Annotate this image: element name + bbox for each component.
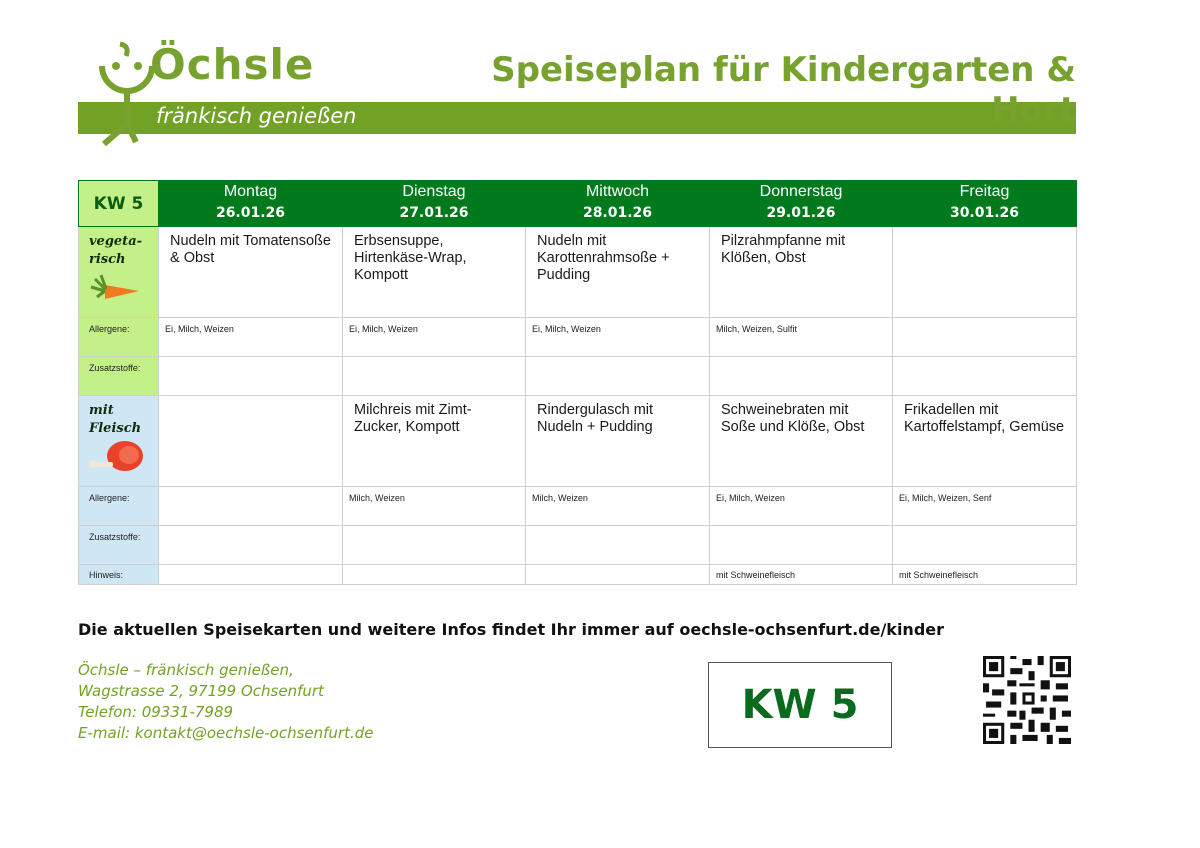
day-name: Mittwoch (585, 183, 650, 200)
vegetarian-category (79, 227, 159, 318)
zusatz-text (710, 357, 892, 363)
allergene-text: Ei, Milch, Weizen (716, 493, 785, 503)
logo-wordmark: Öchsle (150, 40, 315, 89)
email-line: E-mail: kontakt@oechsle-ochsenfurt.de (78, 724, 374, 742)
allergene-text: Ei, Milch, Weizen, Senf (899, 493, 992, 503)
address-line: Öchsle – fränkisch genießen, (78, 661, 294, 679)
meal-cell (159, 227, 343, 318)
day-header-wednesday (526, 181, 710, 227)
meal-text: Erbsensuppe, Hirtenkäse-Wrap, Kompott (354, 233, 467, 283)
allergene-cell (526, 487, 710, 526)
zusatz-cell (159, 526, 343, 565)
menu-table (78, 180, 1077, 585)
category-label: mit (89, 403, 114, 418)
meal-text: Rindergulasch mit Nudeln + Pudding (537, 402, 654, 435)
allergene-text (159, 487, 342, 493)
zusatz-cell (526, 526, 710, 565)
hinweis-text: mit Schweinefleisch (899, 570, 979, 580)
allergene-cell (526, 318, 710, 357)
day-date: 30.01.26 (949, 205, 1020, 221)
zusatz-text (710, 526, 892, 532)
allergene-label-cell (79, 318, 159, 357)
zusatz-text (159, 357, 342, 363)
meal-cell (159, 396, 343, 487)
hinweis-cell (343, 565, 526, 585)
allergene-cell (710, 487, 893, 526)
zusatz-text (526, 357, 709, 363)
allergene-cell (893, 318, 1077, 357)
zusatz-cell (893, 526, 1077, 565)
day-date: 26.01.26 (215, 205, 286, 221)
allergene-text: Ei, Milch, Weizen (165, 324, 234, 334)
zusatz-cell (343, 526, 526, 565)
zusatz-cell (343, 357, 526, 396)
allergene-cell (159, 318, 343, 357)
hinweis-text: mit Schweinefleisch (716, 570, 796, 580)
meat-category (79, 396, 159, 487)
meal-cell (710, 396, 893, 487)
allergene-text: Milch, Weizen (532, 493, 588, 503)
zusatz-cell (710, 526, 893, 565)
zusatz-cell (710, 357, 893, 396)
hinweis-label: Hinweis: (89, 570, 124, 580)
zusatz-text (526, 526, 709, 532)
day-name: Montag (223, 183, 278, 200)
zusatz-text (159, 526, 342, 532)
hinweis-label-cell (79, 565, 159, 585)
hinweis-cell (159, 565, 343, 585)
meal-cell (710, 227, 893, 318)
logo-tagline: fränkisch genießen (156, 104, 357, 128)
hinweis-text (526, 565, 709, 570)
vegetarian-meal-row (79, 227, 1077, 318)
meal-cell (343, 227, 526, 318)
meat-meal-row (79, 396, 1077, 487)
zusatz-text (893, 357, 1076, 363)
day-date: 28.01.26 (582, 205, 653, 221)
meal-text: Nudeln mit Tomatensoße & Obst (170, 233, 331, 266)
phone-line: Telefon: 09331-7989 (78, 703, 234, 721)
meat-allergene-row (79, 487, 1077, 526)
allergene-cell (710, 318, 893, 357)
category-label: Fleisch (89, 421, 142, 436)
zusatz-label: Zusatzstoffe: (89, 363, 141, 373)
zusatz-label-cell (79, 526, 159, 565)
allergene-text (893, 318, 1076, 324)
meal-text (159, 396, 342, 402)
meal-text: Milchreis mit Zimt-Zucker, Kompott (354, 402, 472, 435)
meat-hinweis-row (79, 565, 1077, 585)
allergene-cell (343, 487, 526, 526)
info-text: Die aktuellen Speisekarten und weitere Infos findet Ihr immer auf oechsle-ochsenfurt.de/kinder (78, 620, 945, 639)
carrot-icon (87, 273, 143, 305)
table-header-row (79, 181, 1077, 227)
meal-text: Frikadellen mit Kartoffelstampf, Gemüse (904, 402, 1065, 435)
meal-cell (893, 396, 1077, 487)
zusatz-text (343, 526, 525, 532)
vegetarian-zusatz-row (79, 357, 1077, 396)
allergene-label: Allergene: (89, 493, 130, 503)
week-box: KW 5 (708, 662, 892, 748)
week-label: KW 5 (79, 181, 159, 227)
zusatz-cell (893, 357, 1077, 396)
meal-text: Schweinebraten mit Soße und Klöße, Obst (721, 402, 865, 435)
meat-zusatz-row (79, 526, 1077, 565)
category-label: risch (89, 252, 126, 267)
day-header-monday (159, 181, 343, 227)
meal-cell (893, 227, 1077, 318)
day-name: Dienstag (402, 183, 466, 200)
meal-text (893, 227, 1076, 233)
day-header-tuesday (343, 181, 526, 227)
meal-cell (526, 396, 710, 487)
allergene-text: Milch, Weizen, Sulfit (716, 324, 797, 334)
category-label: vegeta- (89, 234, 143, 249)
day-name: Freitag (959, 183, 1010, 200)
vegetarian-allergene-row (79, 318, 1077, 357)
day-header-thursday (710, 181, 893, 227)
hinweis-text (343, 565, 525, 570)
allergene-text: Ei, Milch, Weizen (349, 324, 418, 334)
allergene-label-cell (79, 487, 159, 526)
meal-cell (343, 396, 526, 487)
zusatz-cell (526, 357, 710, 396)
day-header-friday (893, 181, 1077, 227)
day-date: 27.01.26 (399, 205, 469, 221)
hinweis-cell (893, 565, 1077, 585)
zusatz-label-cell (79, 357, 159, 396)
address-line: Wagstrasse 2, 97199 Ochsenfurt (78, 682, 324, 700)
hinweis-cell (526, 565, 710, 585)
page-title: Speiseplan für Kindergarten & Hort (491, 50, 1076, 130)
zusatz-cell (159, 357, 343, 396)
hinweis-cell (710, 565, 893, 585)
ham-icon (87, 440, 147, 474)
meal-text: Pilzrahmpfanne mit Klößen, Obst (721, 233, 846, 266)
allergene-text: Ei, Milch, Weizen (532, 324, 601, 334)
day-date: 29.01.26 (766, 205, 836, 221)
meal-text: Nudeln mit Karottenrahmsoße + Pudding (537, 233, 670, 283)
allergene-cell (343, 318, 526, 357)
zusatz-text (343, 357, 525, 363)
qr-code-icon (982, 656, 1072, 744)
meal-cell (526, 227, 710, 318)
allergene-cell (159, 487, 343, 526)
allergene-cell (893, 487, 1077, 526)
day-name: Donnerstag (759, 183, 843, 200)
zusatz-text (893, 526, 1076, 532)
zusatz-label: Zusatzstoffe: (89, 532, 141, 542)
allergene-label: Allergene: (89, 324, 130, 334)
hinweis-text (159, 565, 342, 570)
allergene-text: Milch, Weizen (349, 493, 405, 503)
address-block (78, 660, 373, 744)
